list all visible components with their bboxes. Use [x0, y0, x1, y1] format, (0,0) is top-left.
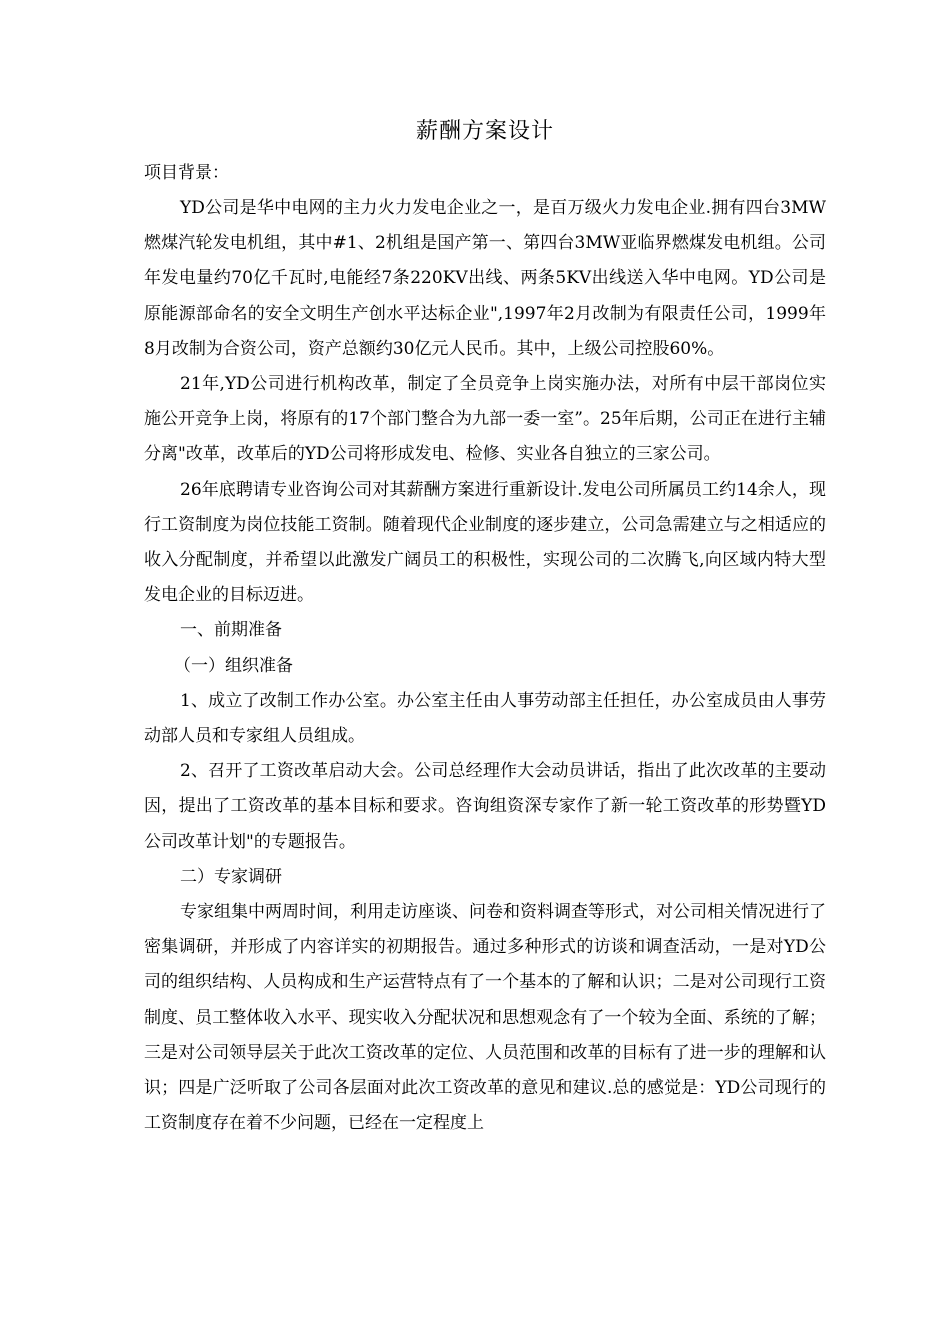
- background-paragraph-3: 26年底聘请专业咨询公司对其薪酬方案进行重新设计.发电公司所属员工约14余人，现行工资制度为岗位技能工资制。随着现代企业制度的逐步建立，公司急需建立与之相适应的收入分配制度，并希望以此激发广阔员工的积极性，实现公司的二次腾飞,向区域内特大型发电企业的目标迈进。: [144, 479, 826, 606]
- document-title: 薪酬方案设计: [415, 119, 554, 144]
- document-page: [144, 116, 826, 1141]
- background-label: 项目背景：: [144, 163, 229, 183]
- subsection-heading-research: 二）专家调研: [180, 866, 282, 887]
- background-paragraph-2: 21年,YD公司进行机构改革，制定了全员竞争上岗实施办法，对所有中层干部岗位实施公开竞争上岗，将原有的17个部门整合为九部一委一室”。25年后期，公司正在进行主辅分离"改革，改革后的YD公司将形成发电、检修、实业各自独立的三家公司。: [144, 374, 826, 465]
- list-item-kickoff-meeting: 2、召开了工资改革启动大会。公司总经理作大会动员讲话，指出了此次改革的主要动因，提出了工资改革的基本目标和要求。咨询组资深专家作了新一轮工资改革的形势暨YD公司改革计划"的专题报告。: [144, 761, 826, 852]
- subsection-heading-organization: （一）组织准备: [174, 655, 293, 676]
- section-heading-preparation: 一、前期准备: [180, 620, 282, 641]
- list-item-office: 1、成立了改制工作办公室。办公室主任由人事劳动部主任担任，办公室成员由人事劳动部人员和专家组人员组成。: [144, 690, 826, 747]
- research-paragraph: 专家组集中两周时间，利用走访座谈、问卷和资料调查等形式，对公司相关情况进行了密集调研，并形成了内容详实的初期报告。通过多种形式的访谈和调查活动，一是对YD公司的组织结构、人员构成和生产运营特点有了一个基本的了解和认识；二是对公司现行工资制度、员工整体收入水平、现实收入分配状况和思想观念有了一个较为全面、系统的了解；三是对公司领导层关于此次工资改革的定位、人员范围和改革的目标有了进一步的理解和认识；四是广泛听取了公司各层面对此次工资改革的意见和建议.总的感觉是：YD公司现行的工资制度存在着不少问题，已经在一定程度上: [144, 902, 826, 1134]
- background-paragraph-1: YD公司是华中电网的主力火力发电企业之一，是百万级火力发电企业.拥有四台3MW燃煤汽轮发电机组，其中#1、2机组是国产第一、第四台3MW亚临界燃煤发电机组。公司年发电量约70亿千瓦时,电能经7条220KV出线、两条5KV出线送入华中电网。YD公司是原能源部命名的安全文明生产创水平达标企业",1997年2月改制为有限责任公司，1999年8月改制为合资公司，资产总额约30亿元人民币。其中，上级公司控股60%。: [144, 198, 826, 359]
